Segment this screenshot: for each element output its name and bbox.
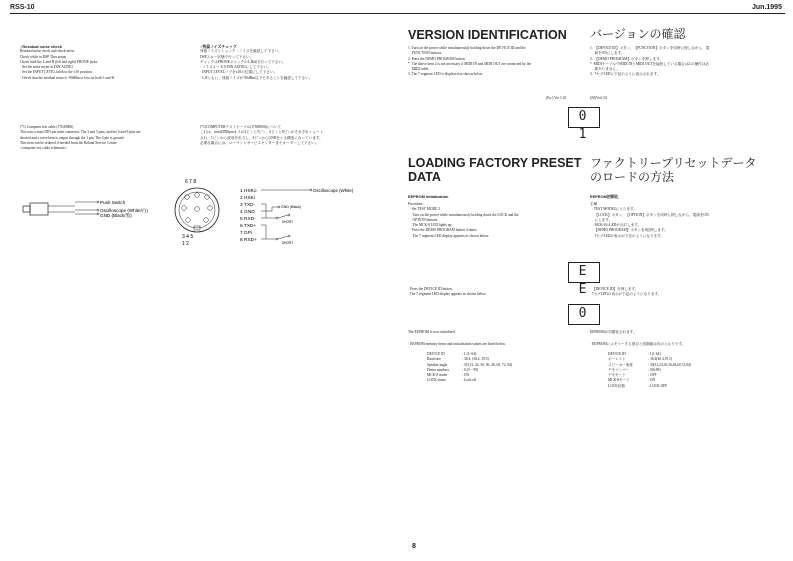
cable-jp (200, 125, 323, 146)
residual-jp (200, 44, 312, 81)
version-steps-jp (590, 46, 709, 78)
item-value: : LOCK OFF (648, 383, 668, 388)
pin-8: 8 RXD+ (240, 238, 257, 243)
cable-en (20, 125, 141, 151)
item-key: Baud rate (427, 357, 441, 362)
item-key: MCK-8 mode (427, 373, 448, 378)
text-line: · 【DEVICE ID】を押します。 (590, 287, 639, 291)
pin-7: 7 GPi (240, 231, 252, 236)
item-key: Demo numbers (427, 367, 450, 372)
text-line: 1. 【DEVICE ID】ボタン、【FUNCTION】ボタンを同時に押しながら、電 (590, 46, 710, 50)
header-right: Jun.1995 (752, 4, 782, 11)
text-line: これは、miniDIN8pinオスの3ピンと5ピン、6ピンと8ピンがそれぞれショート (200, 130, 324, 135)
item-value: : ON (648, 378, 656, 383)
cable-en-title: (*1) Computer test cable (17049006) (20, 125, 74, 129)
pin-6: 6 TXD+ (240, 224, 257, 229)
item-value: : 0 (0 ~ 99) (462, 367, 479, 372)
item-value: : 1 (1~64) (462, 352, 477, 356)
text-line: され、1ピンから波形を出力し、4ピンからGNDをとる構造になっています。 (200, 135, 323, 140)
text-line: · Press the DEMO PROGRAM button 4 times. (408, 228, 478, 233)
version-example-jp: (例)Ver1.01 (590, 96, 608, 100)
items-en-keys (427, 352, 449, 384)
page-number: 8 (412, 543, 416, 550)
text-line: FUNCTION buttons. (408, 51, 443, 56)
item-key: MCK-8モード (608, 378, 630, 383)
loading-title-jp-2: のロードの方法 (590, 170, 675, 184)
text-line: · Check that the residual noise is -90dBm or less on both L and R. (20, 75, 115, 80)
text-line: The MCK-8 LED lights up. (408, 223, 453, 228)
text-line: · Set the INPUT LEVEL knob to the ±10 position. (20, 70, 93, 75)
item-value: : 0(0-99) (648, 367, 661, 372)
item-value: : Lock off (462, 378, 477, 383)
item-key: DEVICE ID (427, 352, 445, 356)
text-line: · Set the noise meter to DIN AUDIO. (20, 65, 74, 70)
pin-3: 3 TXD- (240, 203, 256, 208)
text-line: * The above item 2 is not necessary if MIDI IN and MIDI OUT are connected by the (408, 61, 532, 66)
press-device-id-jp (590, 287, 661, 298)
text-line: * MIDIケーブルでMIDI INとMIDI OUTを接続している場合は2.の操作は必 (590, 61, 709, 66)
text-line: · TEST MODE2に入ります。 (590, 207, 637, 212)
text-line: · Set TEST MODE 2. (408, 207, 441, 212)
items-jp-keys (608, 352, 633, 389)
short-label-b: SHORT (282, 241, 294, 245)
plug-body (30, 203, 48, 215)
connector-face (175, 188, 219, 232)
text-line: The 7 segment LED display appears as shown below. (408, 233, 490, 238)
text-line: 【LOCK】ボタン、【OPTION】ボタンを同時に押しながら、電源をON (590, 212, 709, 217)
text-line: · Press the DEVICE ID button. (408, 287, 453, 291)
loading-title-en-2: DATA (408, 170, 441, 184)
residual-jp-title: ○残留ノイズチェック (200, 44, 237, 49)
text-line: 7セグLEDの表示が下記のようになります。 (590, 233, 665, 238)
text-line: チェックはPHONEジャックのL,R両方行って下さい。 (200, 59, 286, 64)
item-value: : 38.4, (38.4, 19.5) (462, 357, 489, 362)
version-example-en: (Ex.) Ver 1.01 (546, 96, 567, 100)
gnd-black-label: GND (Black/黒) (100, 213, 132, 218)
text-line: · ノイズメータをDIN AUDIOにして下さい。 (200, 65, 271, 70)
text-line: 1. Turn on the power while simultaneously holding down the DEVICE ID and the (408, 46, 526, 50)
item-key: スピーカー角度 (608, 362, 633, 367)
pin-5: 5 RXD- (240, 217, 256, 222)
cable-jp-title: (*1)COMPUTERテストケーブル(17049006)について (200, 125, 282, 129)
text-line: 源をONにします。 (590, 51, 625, 56)
pin-4: 4 GND (240, 210, 255, 215)
text-line: <computer test cable schematic> (20, 146, 68, 151)
text-line: DSPスルー状態で行って下さい。 (200, 54, 254, 59)
plug-tip (23, 206, 30, 212)
text-line: MIDI cable. (408, 67, 430, 72)
text-line: The 7 segment LED display appears as shown below. (408, 292, 487, 297)
text-line: OPTION buttons. (408, 217, 439, 222)
text-line: · 【DEMO PROGRAM】ボタンを4回押します。 (590, 228, 668, 233)
pin-2: 2 HSKi (240, 196, 255, 201)
osc-white-label: Oscilloscope (White/白) (100, 208, 148, 213)
text-line: 3. The 7 segment LED is displayed as shown below. (408, 72, 484, 77)
initialized-en: The EEPROM is now initialized. (408, 330, 456, 334)
osc-white-right: Oscilloscope (White) (313, 188, 354, 193)
text-line: 手順： (590, 202, 601, 206)
loading-title-jp-1: ファクトリープリセットデータ (590, 156, 757, 170)
text-line: Procedure : (408, 202, 425, 206)
text-line: shorted and a waveform is output through the 1 pin. The 4 pin is ground. (20, 135, 125, 140)
text-line: MCK-8のLEDが点灯します。 (590, 223, 642, 228)
item-key: DEVICE ID (608, 352, 626, 356)
item-key: Speaker angle (427, 362, 448, 367)
bottom-pin-numbers-2: 1 2 (182, 241, 189, 247)
residual-en (20, 44, 115, 81)
procedure-en (408, 202, 519, 239)
short-label-a: SHORT (282, 220, 294, 224)
cable-schematic (20, 175, 380, 255)
loading-title-en-1: LOADING FACTORY PRESET (408, 156, 582, 170)
text-line: This item can be ordered if needed from the Roland Service Centre (20, 140, 117, 145)
eeprom-init-jp: EEPROM初期化 (590, 194, 619, 199)
zero-led-display: 0 (568, 304, 600, 325)
header-rule (10, 13, 785, 14)
item-key: デモモード (608, 373, 626, 378)
procedure-jp (590, 202, 709, 239)
text-line: 残留ノイズとショック・ノイズを確認して下さい。 (200, 49, 282, 54)
text-line: Turn on the power while simultaneously holding down the LOCK and the (408, 212, 519, 217)
press-device-id-en (408, 287, 486, 298)
initialized-jp: EEPROMが初期化されます。 (590, 330, 637, 334)
text-line: にします。 (590, 217, 613, 222)
pin-1: 1 HSKo (240, 189, 257, 194)
item-value: : 30(12,24,30,36,48,60,72,84) (648, 362, 691, 367)
text-line: · INPUT LEVELノブを±10の位置にして下さい。 (200, 70, 278, 75)
top-pin-numbers: 6 7 8 (185, 179, 197, 185)
text-line: 要ありません。 (590, 67, 620, 72)
text-line: Check both the L and R (left and right) PHONE jacks. (20, 59, 99, 64)
text-line: 2. 【DEMO PROGRAM】ボタンを押します。 (590, 56, 663, 61)
text-line: Check while in DSP Thru status (20, 54, 67, 59)
items-intro-jp: · EEPROMにメモリーする項目と初期値は次のとおりです。 (590, 342, 686, 346)
text-line: This uses a mini DIN pin male connector. The 3 and 5 pins, and the 6 and 8 pins are (20, 130, 141, 135)
header-left: RSS-10 (10, 4, 35, 11)
version-steps-en (408, 46, 531, 78)
item-value: : OFF (648, 373, 657, 378)
eeprom-init-en: EEPROM initialization (408, 194, 449, 199)
item-value: : 38.4(38.4,19.5) (648, 357, 673, 362)
text-line: Residual noise check and shock noise (20, 49, 75, 54)
push-switch-label: Push Switch (100, 200, 126, 205)
item-key: デモナンバー (608, 367, 630, 372)
ee-led-display: E E (568, 262, 600, 283)
text-line: 7セグLEDの表示が下記のようになります。 (590, 292, 662, 297)
text-line: 2. Press the DEMO PROGRAM button. (408, 56, 466, 61)
item-key: ボーレイト (608, 357, 626, 362)
items-intro-en: · EEPROM memory items and initialization values are listed below. (408, 342, 506, 346)
items-jp-values (648, 352, 691, 389)
gnd-black-right: GND (Black) (281, 205, 302, 209)
text-line: · L,Rともに、残留ノイズが-90dBm以下であることを確認して下さい。 (200, 75, 313, 80)
residual-en-title: ○Residual noise check (20, 44, 62, 49)
version-title-en: VERSION IDENTIFICATION (408, 28, 567, 42)
item-key: LOCK status (427, 378, 446, 383)
item-value: : 30 (12, 24, 30, 36, 48, 60, 72, 84) (462, 362, 513, 367)
items-en-values (462, 352, 512, 384)
text-line: 必要な場合には、ローランドサービスセンターまでオーダーして下さい。 (200, 140, 319, 145)
version-title-jp: バージョンの確認 (590, 27, 686, 41)
version-led-display: 0 1 (568, 107, 600, 128)
bottom-pin-numbers: 3 4 5 (182, 234, 194, 240)
item-value: : 1(1-64) (648, 352, 661, 356)
text-line: 3. 7セグLEDに下記のように表示されます。 (590, 72, 661, 77)
item-value: : ON (462, 373, 470, 378)
item-key: LOCK状態 (608, 383, 625, 388)
